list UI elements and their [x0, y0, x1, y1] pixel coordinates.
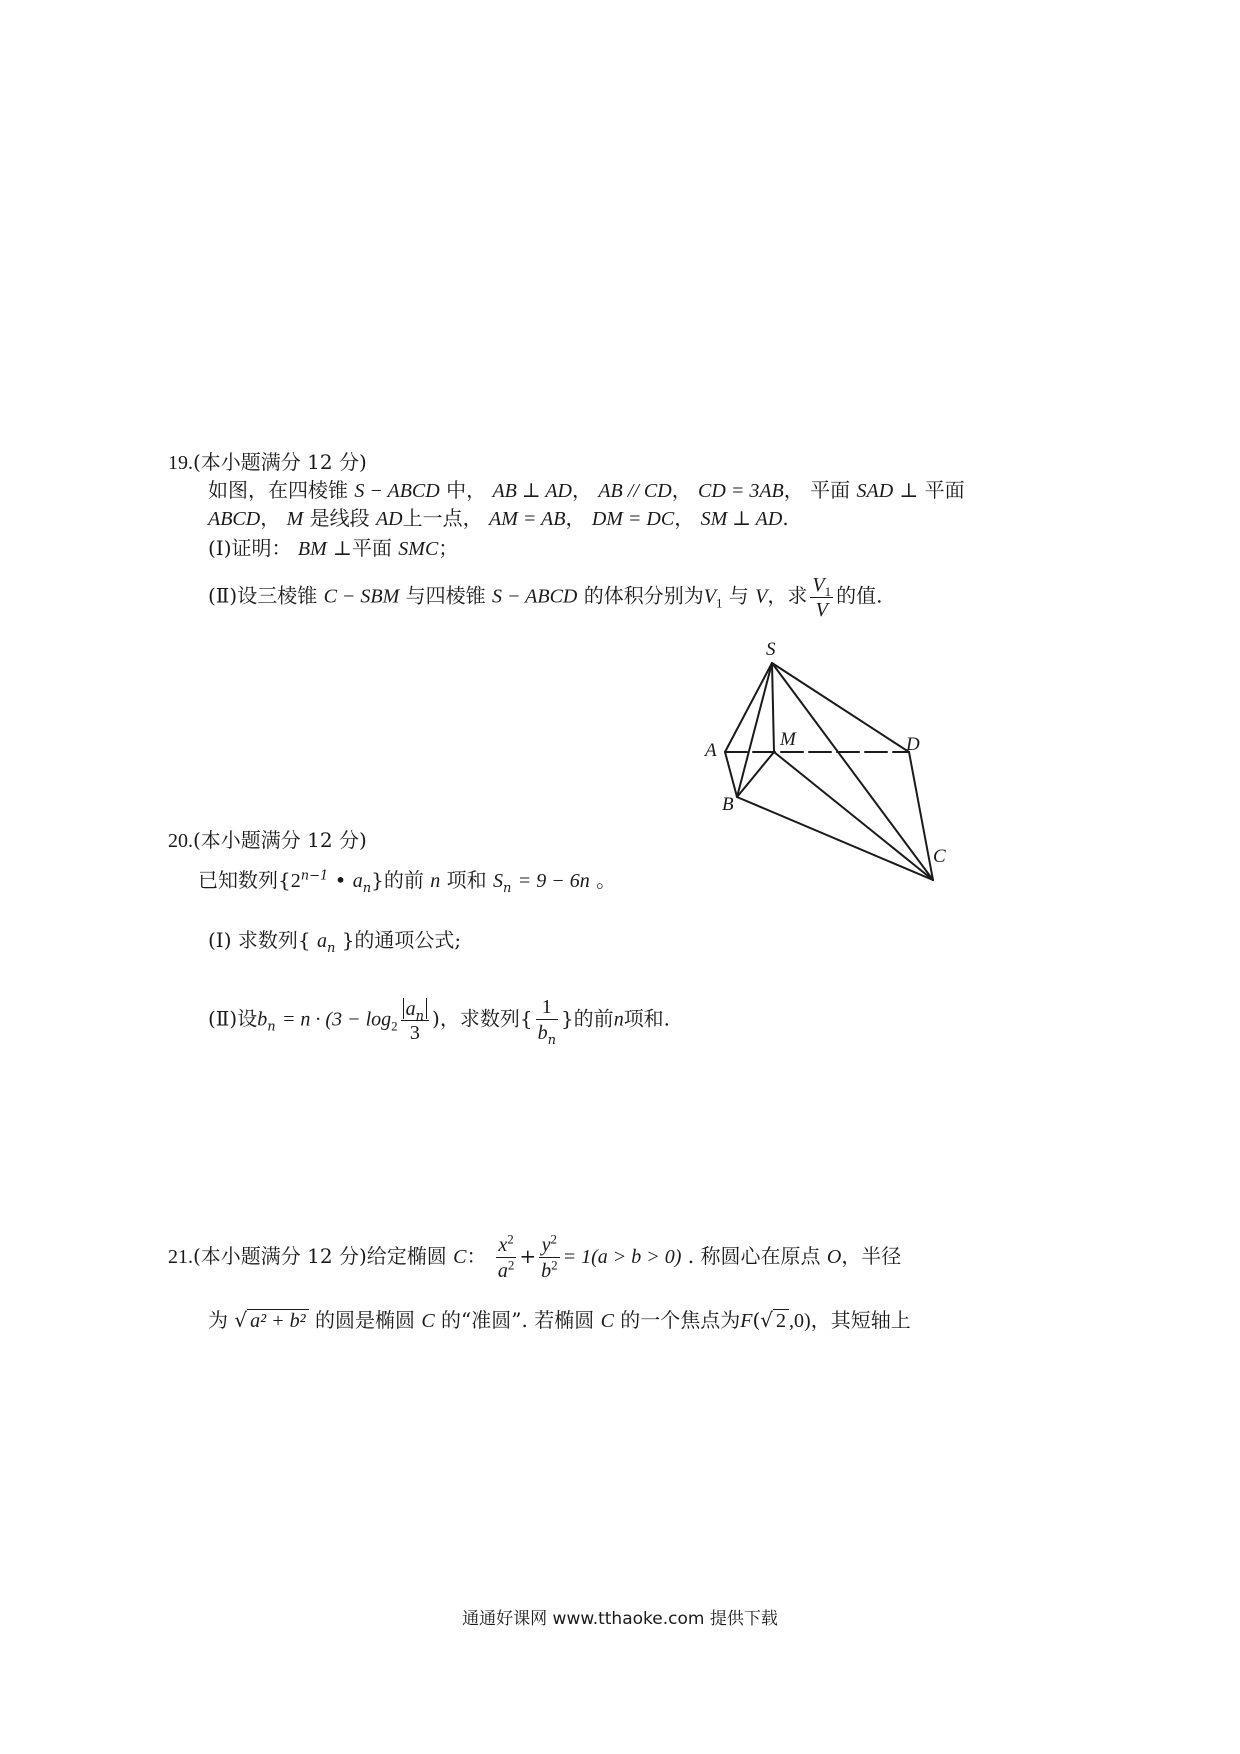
q21-c: C: [421, 1310, 435, 1332]
q20-sum-formula: = 9 − 6n: [517, 870, 590, 892]
q19-segment: AD: [375, 508, 403, 530]
q19-line2: ABCD， M 是线段 AD上一点， AM = AB， DM = DC， SM ⊥ AD.: [208, 506, 789, 530]
q21-sq: 2: [507, 1257, 515, 1273]
q20-part1: [208, 926, 461, 955]
q20-abs-a: a: [405, 997, 416, 1020]
q20-score: (本小题满分 12 分): [193, 828, 367, 852]
q19-part2-sabcd: S − ABCD: [492, 585, 578, 608]
q19-v1: V: [703, 585, 716, 608]
q21-c: C: [600, 1310, 614, 1332]
q21-text: 为: [208, 1308, 228, 1332]
q21-score: (本小题满分 12 分): [193, 1244, 367, 1268]
q20-frac-num: 1: [536, 995, 558, 1020]
q21-radicand: a² + b²: [247, 1309, 309, 1332]
q21-y-fraction: [539, 1232, 560, 1283]
q21-line2: [208, 1306, 911, 1335]
q20-b-formula: = n · (3 − log: [281, 1008, 392, 1031]
q20-b: b: [257, 1008, 268, 1031]
q20-part2-tail: 项和.: [623, 1006, 671, 1031]
q19-condition: AB // CD: [598, 480, 672, 502]
q21-x-fraction: [496, 1232, 517, 1283]
q19-v: V: [755, 585, 768, 608]
q21-text: 给定椭圆: [366, 1244, 447, 1268]
q21-c: C: [453, 1246, 467, 1268]
q20-dot: •: [334, 868, 347, 892]
q20-part2: [208, 995, 671, 1048]
q20-text: }的前: [371, 868, 424, 892]
q19-condition: DM = DC: [591, 508, 675, 530]
q20-text: 项和: [446, 868, 487, 892]
q20-part2-text: ，求数列{: [439, 1006, 533, 1031]
q20-part2-n: n: [613, 1008, 624, 1031]
q19-part2-text: 的体积分别为: [583, 583, 704, 608]
q19-score: (本小题满分 12 分): [193, 450, 367, 474]
page-footer: [0, 1604, 1240, 1629]
edge-dc: [909, 752, 933, 880]
edge-sm: [772, 663, 774, 752]
q19-pyramid: S − ABCD: [354, 480, 440, 502]
edge-bc: [737, 797, 933, 880]
q20-abs-sub: n: [415, 1008, 425, 1024]
q19-part1-text: ⊥平面: [333, 536, 392, 560]
q21-paren: (: [752, 1308, 761, 1332]
q19-part1-smc: SMC: [398, 538, 439, 560]
q19-frac-den: V: [815, 599, 828, 621]
q19-text: 平面: [810, 478, 851, 502]
q21-a: a: [497, 1260, 508, 1282]
q20-log-base: 2: [391, 1018, 398, 1034]
q19-condition: AM = AB: [489, 508, 566, 530]
q21-radius-sqrt: √ a² + b²: [234, 1306, 308, 1335]
q20-s-sub: n: [502, 881, 512, 896]
q21-o: O: [826, 1246, 842, 1268]
q19-condition: AB ⊥ AD: [492, 480, 572, 502]
q19-text: 是线段: [309, 506, 370, 530]
q19-part2-text: 与: [728, 583, 749, 608]
q19-frac-num-sub: 1: [824, 584, 832, 599]
q19-line1: 如图，在四棱锥 S − ABCD 中， AB ⊥ AD， AB // CD， CD = 3AB， 平面 SAD ⊥ 平面: [208, 478, 965, 502]
q19-v1-sub: 1: [715, 595, 723, 611]
q20-a: a: [352, 870, 363, 892]
q19-part2-text: ，求: [767, 583, 808, 608]
q20-text: 。: [596, 868, 617, 892]
q21-text: 的圆是椭圆: [314, 1308, 415, 1332]
q20-part2-label: (Ⅱ)设: [208, 1006, 258, 1031]
label-c: C: [933, 846, 946, 867]
q20-part1-a: a: [316, 930, 327, 952]
q19-frac-num: V: [812, 574, 825, 596]
q20-part2-text: }的前: [560, 1006, 614, 1031]
q19-part2-csbm: C − SBM: [323, 585, 400, 608]
footer-site-name: 通通好课网: [462, 1609, 548, 1629]
label-m: M: [780, 729, 796, 750]
q20-part1-sub: n: [326, 941, 336, 956]
q20-part1-label: (Ⅰ) 求数列{: [208, 928, 311, 952]
q21-f: F: [740, 1310, 753, 1332]
q21-focus-sqrt: √ 2: [760, 1306, 789, 1335]
label-b: B: [722, 794, 734, 815]
q21-sq: 2: [551, 1257, 558, 1273]
q20-exponent: n−1: [300, 868, 329, 884]
q21-line1: [168, 1232, 901, 1283]
q21-text: ，其短轴上: [810, 1308, 911, 1332]
q21-b: b: [541, 1260, 552, 1282]
q19-text: 上一点，: [402, 506, 483, 530]
q19-condition: CD = 3AB: [698, 480, 784, 502]
q19-part1-end: ；: [438, 536, 459, 560]
q21-text: . 称圆心在原点: [687, 1244, 821, 1268]
q19-part2-label: (Ⅱ)设三棱锥: [208, 583, 318, 608]
q20-part1-end: }的通项公式;: [341, 928, 462, 952]
q19-text: ⊥ 平面: [899, 478, 965, 502]
q21-sq: 2: [550, 1231, 558, 1247]
label-s: S: [766, 639, 776, 660]
q21-paren: ,0): [789, 1310, 811, 1332]
q20-den: 3: [409, 1021, 420, 1044]
q19-plane: SAD: [856, 480, 894, 502]
label-a: A: [705, 740, 717, 761]
q21-colon: ：: [466, 1244, 487, 1268]
q20-text: 已知数列{: [198, 868, 291, 892]
q20-b-sub: n: [267, 1019, 276, 1035]
q19-plane: ABCD: [208, 508, 261, 530]
q20-abs-fraction: [401, 996, 429, 1045]
q20-reciprocal-fraction: [536, 995, 558, 1048]
q19-part1-label: (Ⅰ)证明：: [208, 536, 292, 560]
q21-sq: 2: [507, 1231, 514, 1247]
q21-text: 的“准圆”. 若椭圆: [441, 1308, 595, 1332]
q20-number: 20.: [168, 830, 193, 852]
q20-n: n: [430, 870, 441, 892]
q21-x: x: [498, 1234, 508, 1256]
q20-a-sub: n: [362, 881, 372, 896]
q19-point: M: [286, 508, 304, 530]
q20-close: ): [432, 1006, 440, 1031]
edge-sa: [725, 663, 772, 752]
q19-part2-end: 的值.: [836, 583, 883, 608]
label-d: D: [906, 734, 920, 755]
q21-text: 的一个焦点为: [620, 1308, 741, 1332]
q19-number: 19.: [168, 452, 193, 474]
q19-part1-bm: BM: [297, 538, 327, 560]
q19-part2-text: 与四棱锥: [405, 583, 486, 608]
q21-number: 21.: [168, 1246, 193, 1268]
q20-frac-den-sub: n: [547, 1033, 556, 1048]
edge-ab: [725, 752, 737, 797]
q19-text: 中，: [446, 478, 487, 502]
q20-s: S: [492, 870, 503, 892]
footer-url[interactable]: www.tthaoke.com: [552, 1609, 705, 1629]
q21-plus: +: [519, 1244, 537, 1268]
q20-base: 2: [290, 870, 301, 892]
q21-ellipse-condition: = 1(a > b > 0): [562, 1246, 682, 1268]
q20-frac-den: b: [537, 1022, 548, 1044]
q21-focus-radicand: 2: [773, 1309, 789, 1332]
q19-text: 如图，在四棱锥: [208, 478, 348, 502]
q19-condition: SM ⊥ AD: [700, 508, 783, 530]
edge-sc: [772, 663, 933, 880]
q20-header: [168, 826, 367, 855]
q20-intro: [198, 866, 616, 895]
q21-y: y: [541, 1234, 551, 1256]
q21-text: ，半径: [841, 1244, 902, 1268]
footer-provide: 提供下载: [709, 1609, 778, 1629]
